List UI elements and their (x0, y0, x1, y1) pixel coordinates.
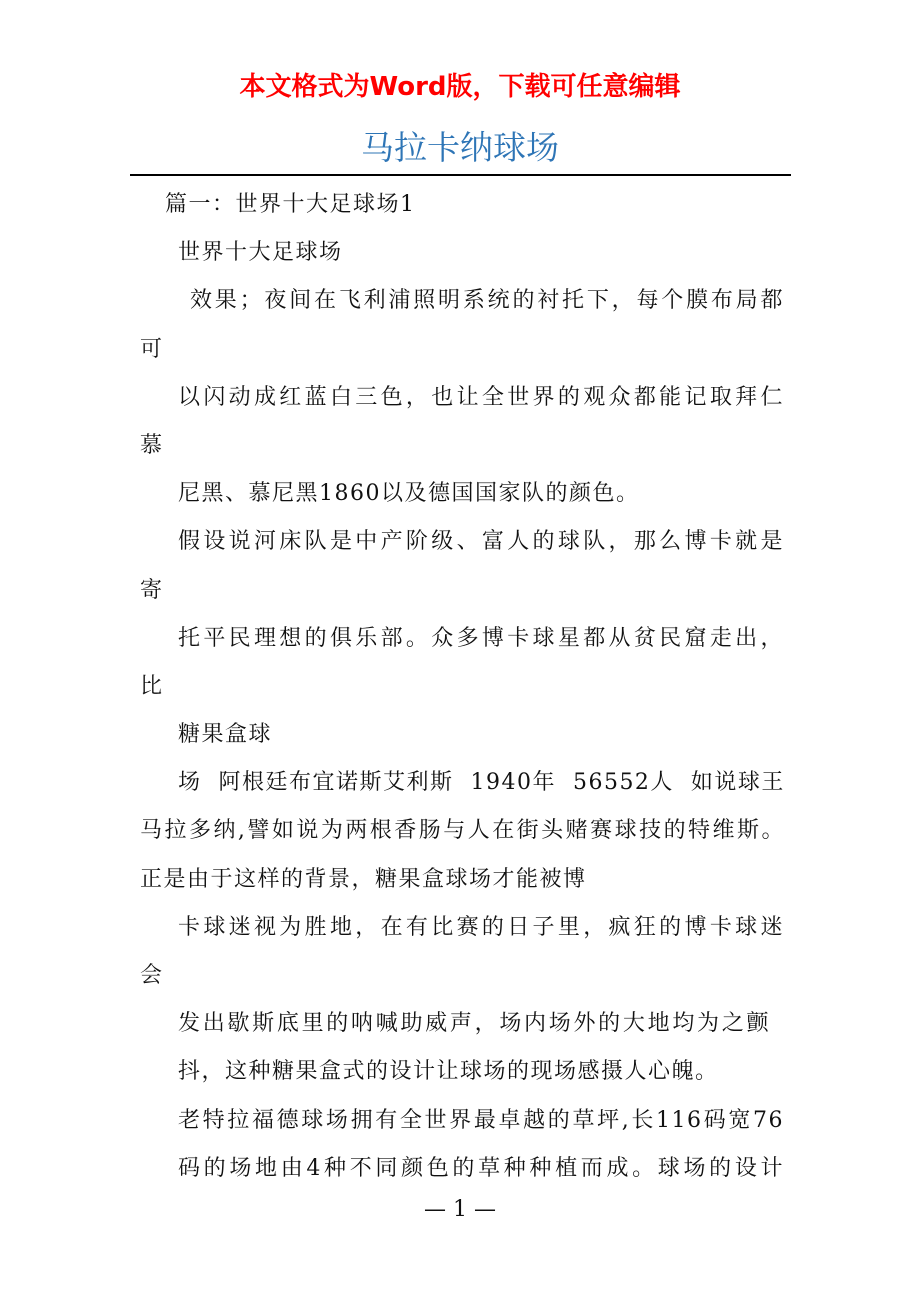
paragraph-line: 假设说河床队是中产阶级、富人的球队，那么博卡就是 (178, 529, 784, 555)
page-number: — 1 — (424, 1197, 496, 1222)
paragraph-line: 老特拉福德球场拥有全世界最卓越的草坪,长116码宽76 (178, 1107, 784, 1133)
paragraph-line: 糖果盒球 (178, 722, 273, 748)
paragraph-line: 码的场地由4种不同颜色的草种种植而成。球场的设计 (178, 1155, 784, 1181)
format-notice-banner: 本文格式为Word版，下载可任意编辑 (239, 72, 681, 102)
title-divider (130, 174, 791, 176)
paragraph-line: 世界十大足球场 (178, 240, 343, 266)
paragraph-line: 发出歇斯底里的呐喊助威声，场内场外的大地均为之颤 (178, 1011, 770, 1037)
paragraph-line: 寄 (140, 577, 164, 603)
paragraph-line: 马拉多纳,譬如说为两根香肠与人在街头赌赛球技的特维斯。 (140, 818, 784, 844)
paragraph-line: 托平民理想的俱乐部。众多博卡球星都从贫民窟走出， (178, 625, 784, 651)
paragraph-line: 以闪动成红蓝白三色，也让全世界的观众都能记取拜仁 (178, 384, 784, 410)
paragraph-line: 抖，这种糖果盒式的设计让球场的现场感摄人心魄。 (178, 1059, 719, 1085)
paragraph-line: 比 (140, 673, 164, 699)
paragraph-line: 慕 (140, 432, 164, 458)
section-heading: 篇一：世界十大足球场1 (165, 192, 416, 217)
paragraph-line: 效果；夜间在飞利浦照明系统的衬托下，每个膜布局都 (190, 288, 784, 314)
paragraph-line: 场 阿根廷布宜诺斯艾利斯 1940年 56552人 如说球王 (178, 770, 785, 796)
paragraph-line: 会 (140, 963, 164, 988)
paragraph-line: 卡球迷视为胜地，在有比赛的日子里，疯狂的博卡球迷 (178, 914, 784, 940)
document-body (0, 184, 920, 1196)
paragraph-line: 尼黑、慕尼黑1860以及德国国家队的颜色。 (178, 481, 640, 507)
paragraph-line: 正是由于这样的背景，糖果盒球场才能被博 (140, 866, 587, 892)
document-title: 马拉卡纳球场 (361, 128, 559, 167)
paragraph-line: 可 (140, 336, 164, 362)
